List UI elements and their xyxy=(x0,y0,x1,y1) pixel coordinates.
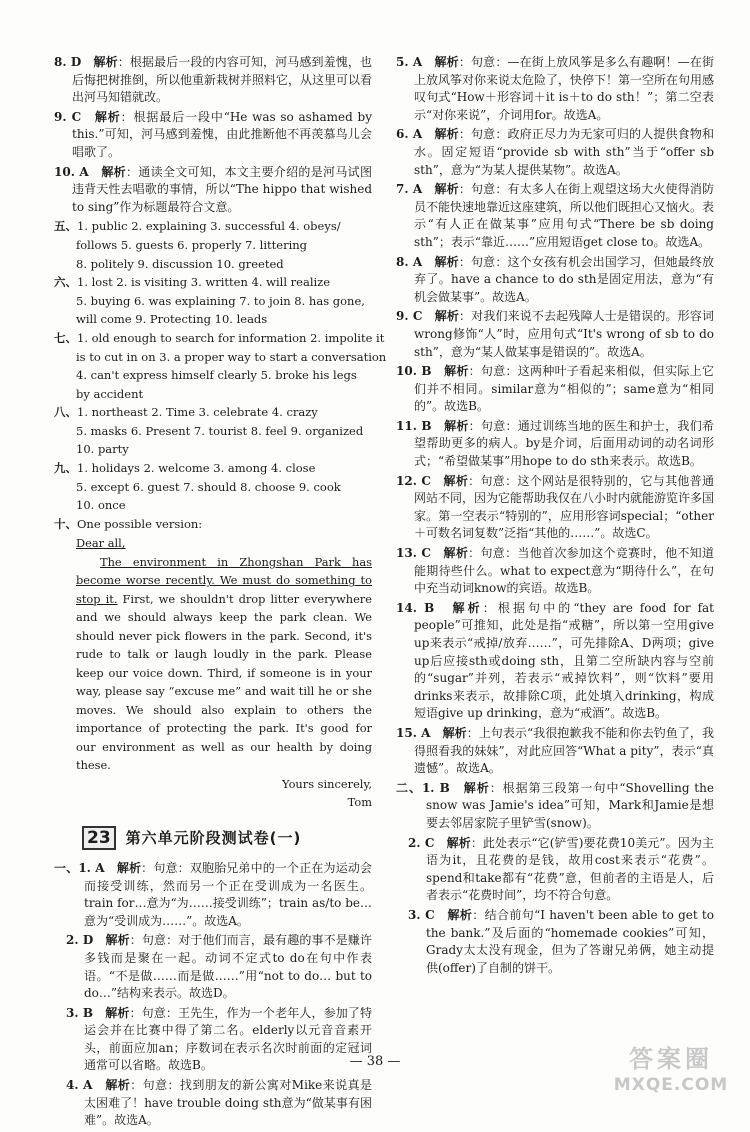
section-nine xyxy=(54,460,372,515)
answer-item-5: 5. A 解析：句意：—在街上放风筝是多么有趣啊！—在街上放风筝对你来说太危险了，快停下！第一空所在句用感叹句式“How＋形容词＋it is＋to do sth！”；第二空表示“对你来说”，介词用for。故选A。 xyxy=(396,55,715,122)
section-row: 4. can't express himself clearly 5. broke his legs xyxy=(76,368,357,383)
section-row: 七、1. old enough to search for information 2. impolite it xyxy=(54,330,385,345)
page-number: — 38 — xyxy=(349,1054,401,1069)
answer-item-3: 3. B 解析：句意：王先生，作为一个老年人，参加了特运会并在比赛中得了第二名。elderly以元音音素开头，前面应加an；序数词在表示名次时前面的定冠词通常可以省略。故选B。 xyxy=(66,1005,372,1073)
answer-item-2-1: 二、1. B 解析：根据第三段第一句中“Shovelling the snow was Jamie's idea”可知，Mark和Jamie是想要去邻居家院子里铲雪(snow)。 xyxy=(396,780,714,830)
watermark-line-1: 答案圈 xyxy=(629,1045,713,1073)
section-row: 五、1. public 2. explaining 3. successful 4. obeys/ xyxy=(54,219,341,234)
answer-item-1: 一、1. A 解析：句意：双胞胎兄弟中的一个正在为运动会而接受训练，然而另一个正在受训成为一名医生。train for…意为“为……接受训练”；train as/to be…意为“受训成为……”。故选A。 xyxy=(54,860,372,928)
answer-item-8: 8. D 解析：根据最后一段的内容可知，河马感到羞愧，也后悔把树推倒，所以他重新栽树并照料它，从这里可以看出河马知错就改。 xyxy=(54,55,373,105)
answer-item-6: 6. A 解析：句意：政府正尽力为无家可归的人提供食物和水。固定短语“provide sb with sth”当于“offer sb sth”，意为“为某人提供某物”。故选A。 xyxy=(396,127,714,177)
answer-item-2-3: 3. C 解析：结合前句“I haven't been able to get to the bank.”及后面的“homemade cookies”可知，Grady太太没有现金，但为了答谢兄弟俩，她主动提供(offer)了自制的饼干。 xyxy=(408,907,714,975)
watermark-line-2: MXQE.COM xyxy=(613,1075,729,1095)
unit-title: 第六单元阶段测试卷(一) xyxy=(125,829,302,848)
answer-item-11: 11. B 解析：句意：通过训练当地的医生和护士，我们希望帮助更多的病人。by是介词，后面用动词的动名词形式；“希望做某事”用hope to do sth来表示。故选B。 xyxy=(396,418,714,469)
answer-item-2: 2. D 解析：句意：对于他们而言，最有趣的事不是赚许多钱而是聚在一起。动词不定式to do在句中作表语。“不是做……而是做……”用“not to do… but to do…”结构来表示。故选D。 xyxy=(66,933,372,1001)
part-one xyxy=(54,860,372,1130)
section-row: 5. except 6. guest 7. should 8. choose 9. cook xyxy=(76,479,341,494)
section-row: 5. masks 6. Present 7. tourist 8. feel 9. organized xyxy=(76,423,364,438)
essay-section xyxy=(54,516,372,812)
essay-intro: 十、One possible version: xyxy=(54,516,203,531)
unit-number-badge: 23 xyxy=(82,826,116,850)
section-row: 8. politely 9. discussion 10. greeted xyxy=(76,256,284,271)
section-row: will come 9. Protecting 10. leads xyxy=(76,312,268,327)
watermark-logo xyxy=(600,1044,742,1102)
essay-greeting: Dear all, xyxy=(76,536,126,551)
answer-item-15: 15. A 解析：上句表示“我很抱歉我不能和你去钓鱼了，我得照看我的妹妹”，对此应回答“What a pity”，表示“真遗憾”。故选A。 xyxy=(396,725,714,776)
essay-signature: Tom xyxy=(347,795,372,810)
essay-body xyxy=(54,534,372,812)
section-six xyxy=(54,274,372,329)
essay-closing: Yours sincerely, xyxy=(282,776,372,791)
answer-item-14: 14. B 解析：根据句中的“they are food for fat people”可推知，此处是指“戒糖”，所以第一空用give up来表示“戒掉/放弃……”，可先排除A、D两项；give up后应接sth或doing sth，且第二空所缺内容与空前的“sugar”并列，若表示“戒掉饮料”，则“饮料”要用drinks来表示，故排除C项，此处填入drinking，构成短语give up drinking，意为“戒酒”。故选B。 xyxy=(396,600,714,721)
answer-item-9: 9. C 解析：根据最后一段中“He was so ashamed by this.”可知，河马感到羞愧，由此推断他不再羡慕鸟儿会唱歌了。 xyxy=(54,109,372,159)
section-row: 10. party xyxy=(76,442,129,457)
section-row: 5. buying 6. was explaining 7. to join 8. has gone, xyxy=(76,293,365,308)
answer-item-7: 7. A 解析：句意：有太多人在街上观望这场大火使得消防员不能快速地靠近这座建筑，所以他们既担心又恼火。表示“有人正在做某事”应用句式“There be sb doing sth”；表示“靠近……”应用短语get close to。故选A。 xyxy=(396,182,715,249)
essay-underlined-intro: The environment in Zhongshan Park has become worse recently. We must do something to stop it. xyxy=(76,554,372,606)
section-row: is to cut in on 3. a proper way to start a conversation xyxy=(76,349,387,364)
section-row: by accident xyxy=(76,386,144,401)
answer-item-9: 9. C 解析：对我们来说不去起残障人士是错误的。形容词wrong修饰“人”时，应用句式“It's wrong of sb to do sth”，意为“某人做某事是错误的”。故选A。 xyxy=(396,309,714,359)
section-row: 10. once xyxy=(76,498,126,513)
section-row: 九、1. holidays 2. welcome 3. among 4. close xyxy=(54,461,316,476)
section-seven xyxy=(54,330,387,403)
right-column xyxy=(396,54,714,979)
section-row: 八、1. northeast 2. Time 3. celebrate 4. crazy xyxy=(54,405,318,420)
answer-item-2-2: 2. C 解析：此处表示“它(铲雪)要花费10美元”。因为主语为it，且花费的是钱，故用cost来表示“花费”。spend和take都有“花费”意，但前者的主语是人，后者表示“花费时间”，均不符合句意。 xyxy=(408,835,714,903)
section-row: follows 5. guests 6. properly 7. littering xyxy=(76,237,308,252)
unit-heading xyxy=(54,826,372,850)
part-two xyxy=(396,780,714,978)
answer-item-10: 10. B 解析：句意：这两种叶子看起来相似，但实际上它们并不相同。similar意为“相似的”；same意为“相同的”。故选B。 xyxy=(396,364,714,414)
section-eight xyxy=(54,404,372,459)
answer-item-13: 13. C 解析：句意：当他首次参加这个竞赛时，他不知道能期待些什么。what to expect意为“期待什么”，在句中充当动词know的宾语。故选B。 xyxy=(396,546,714,596)
section-five xyxy=(54,218,372,273)
essay-paragraph: First, we shouldn't drop litter everywhere and we should always keep the park clean. We should never pick flowers in the park. Second, it's rude to talk or laugh loudly in the park. Please keep our voice down. Third, if someone is in your way, please say “excuse me” and wait till he or she moves. We should also explain to others the importance of protecting the park. It's good for our environment as well as our health by doing these. xyxy=(76,591,372,773)
answer-item-8: 8. A 解析：句意：这个女孩有机会出国学习，但她最终放弃了。have a chance to do sth是固定用法，意为“有机会做某事”。故选A。 xyxy=(396,254,714,304)
answer-item-12: 12. C 解析：句意：这个网站是很特别的，它与其他普通网站不同，因为它能帮助我仅在八小时内就能游览许多国家。第一空表示“特别的”，应用形容词special；“other＋可数名词复数”泛指“其他的……”。故选C。 xyxy=(396,473,715,541)
answer-item-10: 10. A 解析：通读全文可知，本文主要介绍的是河马试图违背天性去唱歌的事情，所以“The hippo that wished to sing”作为标题最符合文意。 xyxy=(54,164,372,214)
answer-item-4: 4. A 解析：句意：找到朋友的新公寓对Mike来说真是太困难了！have trouble doing sth意为“做某事有困难”。故选A。 xyxy=(66,1078,373,1128)
section-row: 六、1. lost 2. is visiting 3. written 4. will realize xyxy=(54,275,331,290)
